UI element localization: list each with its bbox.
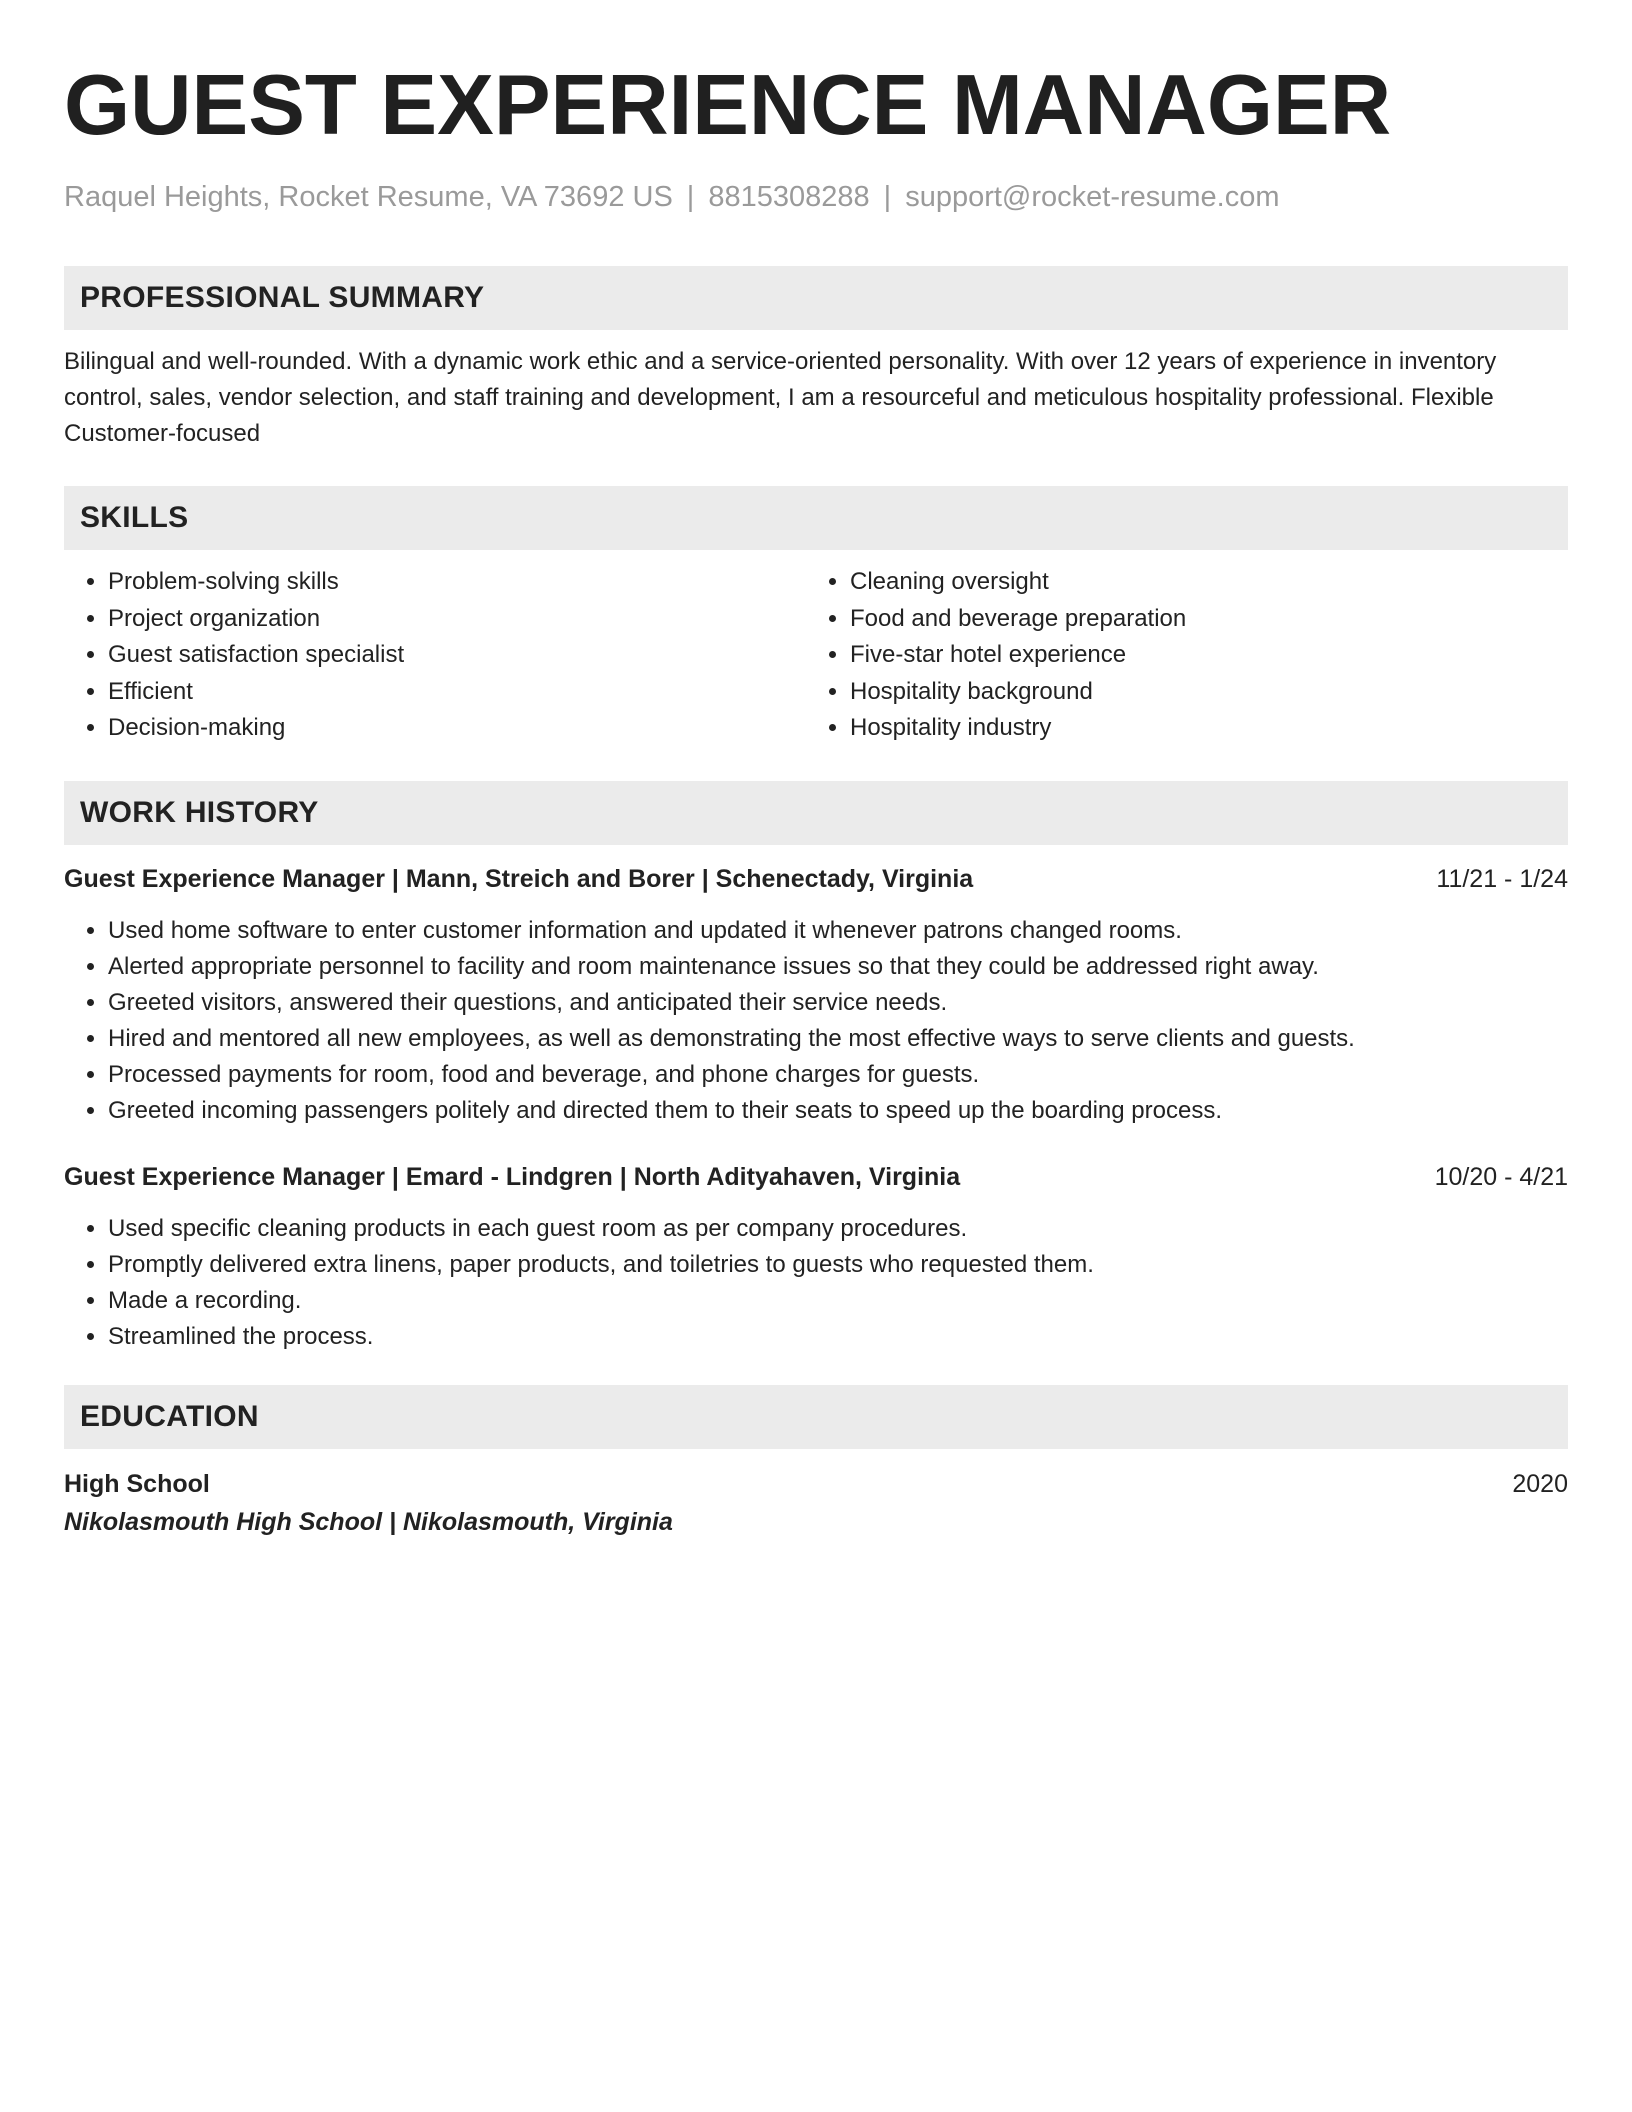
contact-separator: |	[883, 181, 892, 213]
section-header-skills: SKILLS	[64, 486, 1568, 550]
skill-item: • Efficient	[108, 674, 806, 711]
education-school: Nikolasmouth High School | Nikolasmouth, Virginia	[64, 1507, 673, 1536]
contact-email: support@rocket-resume.com	[905, 181, 1280, 213]
job-bullets	[64, 1211, 1568, 1355]
skill-item: • Cleaning oversight	[850, 564, 1568, 601]
skill-item: • Food and beverage preparation	[850, 601, 1568, 638]
education-year: 2020	[1512, 1469, 1568, 1498]
job-bullet: • Used home software to enter customer information and updated it whenever patrons changed rooms.	[108, 913, 1568, 949]
job-bullet: • Promptly delivered extra linens, paper products, and toiletries to guests who requested them.	[108, 1247, 1568, 1283]
resume-title: GUEST EXPERIENCE MANAGER	[64, 58, 1392, 153]
job-dates: 10/20 - 4/21	[1434, 1162, 1568, 1191]
contact-separator: |	[686, 181, 695, 213]
contact-line	[64, 178, 1568, 216]
contact-address: Raquel Heights, Rocket Resume, VA 73692 US	[64, 181, 673, 213]
education-degree: High School	[64, 1469, 210, 1498]
skill-item: • Hospitality industry	[850, 710, 1568, 747]
skill-item: • Project organization	[108, 601, 806, 638]
job-bullet: • Made a recording.	[108, 1283, 1568, 1319]
job-bullet: • Streamlined the process.	[108, 1319, 1568, 1355]
education-entry-header	[64, 1465, 1568, 1503]
summary-text: Bilingual and well-rounded. With a dynamic work ethic and a service-oriented personality. With over 12 years of experience in inventory control, sales, vendor selection, and staff training and development, I am a resourceful and meticulous hospitality professional. Flexible Customer-focused	[64, 348, 1497, 447]
skill-item: • Hospitality background	[850, 674, 1568, 711]
job-bullet: • Hired and mentored all new employees, as well as demonstrating the most effective ways to serve clients and guests.	[108, 1021, 1568, 1057]
skill-item: • Decision-making	[108, 710, 806, 747]
job-bullet: • Used specific cleaning products in each guest room as per company procedures.	[108, 1211, 1568, 1247]
job-bullet: • Greeted incoming passengers politely and directed them to their seats to speed up the boarding process.	[108, 1093, 1568, 1129]
section-header-education: EDUCATION	[64, 1385, 1568, 1449]
job-bullet: • Processed payments for room, food and beverage, and phone charges for guests.	[108, 1057, 1568, 1093]
section-header-summary: PROFESSIONAL SUMMARY	[64, 266, 1568, 330]
skill-item: • Guest satisfaction specialist	[108, 637, 806, 674]
job-dates: 11/21 - 1/24	[1436, 864, 1568, 893]
job-bullet: • Greeted visitors, answered their questions, and anticipated their service needs.	[108, 985, 1568, 1021]
job-title: Guest Experience Manager | Emard - Lindgren | North Adityahaven, Virginia	[64, 1162, 961, 1191]
job-bullet: • Alerted appropriate personnel to facility and room maintenance issues so that they could be addressed right away.	[108, 949, 1568, 985]
job-entry-header	[64, 861, 1568, 897]
skill-item: • Problem-solving skills	[108, 564, 806, 601]
job-entry-header	[64, 1159, 1568, 1195]
job-bullets	[64, 913, 1568, 1129]
skills-list	[64, 564, 1568, 747]
skills-column-1	[64, 564, 806, 747]
section-header-work-history: WORK HISTORY	[64, 781, 1568, 845]
skill-item: • Five-star hotel experience	[850, 637, 1568, 674]
job-title: Guest Experience Manager | Mann, Streich and Borer | Schenectady, Virginia	[64, 864, 974, 893]
contact-phone: 8815308288	[708, 181, 870, 213]
skills-column-2	[806, 564, 1568, 747]
